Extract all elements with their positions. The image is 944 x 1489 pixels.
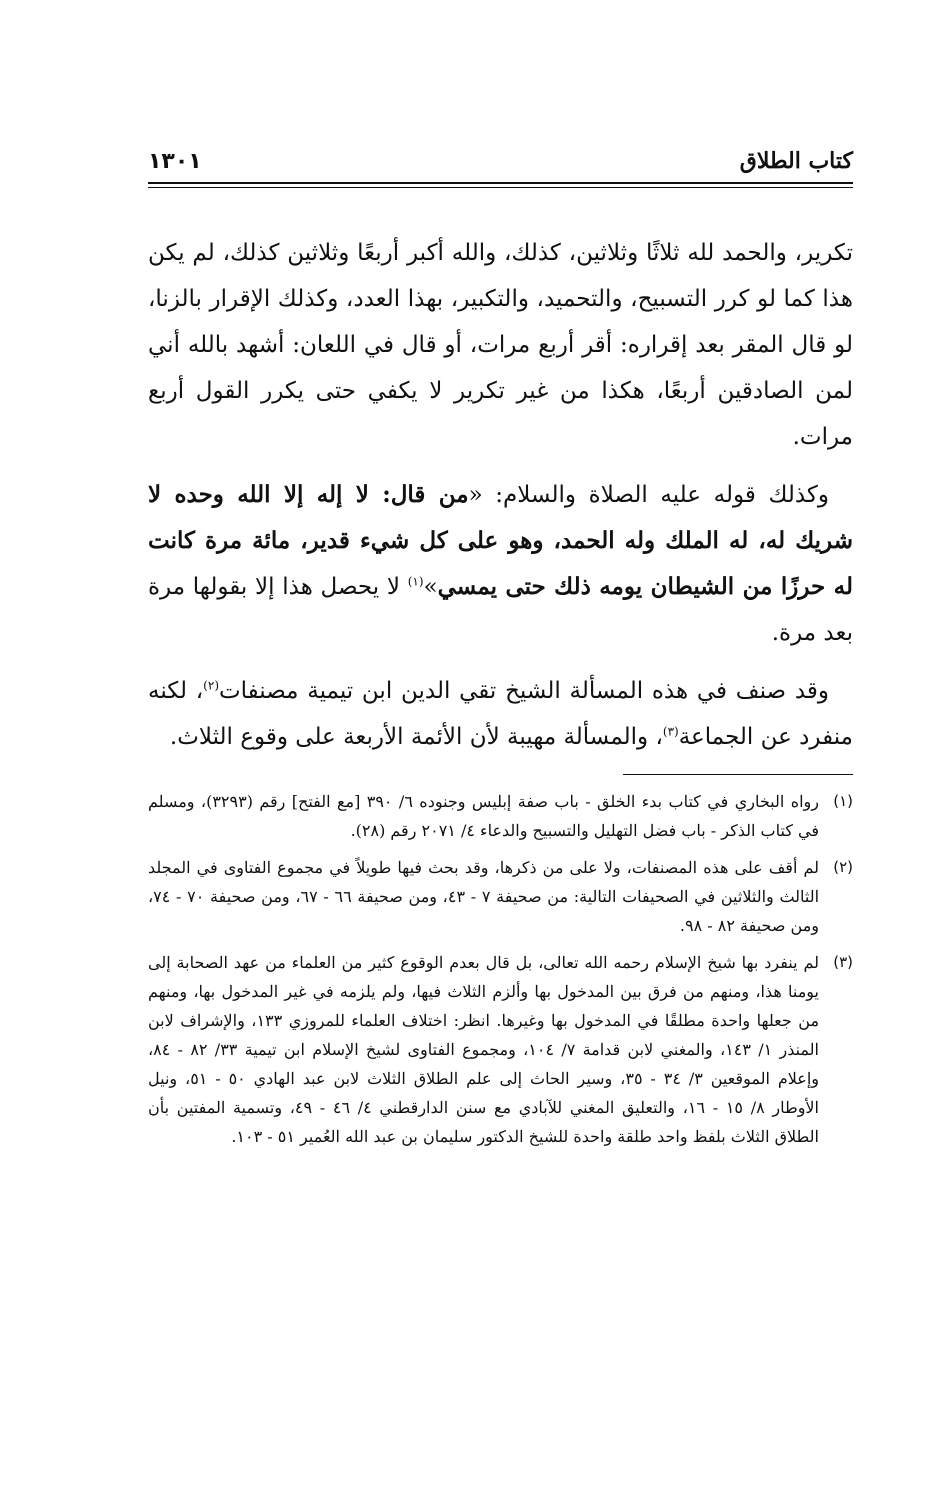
paragraph-3-part-3: ، والمسألة مهيبة لأن الأئمة الأربعة على وقوع الثلاث. [169, 724, 663, 750]
book-page [148, 140, 853, 1159]
footnote-ref-3: (٣) [662, 724, 679, 739]
footnote-text: رواه البخاري في كتاب بدء الخلق - باب صفة إبليس وجنوده ٦/ ٣٩٠ [مع الفتح] رقم (٣٢٩٣)، ومسلم في كتاب الذكر - باب فضل التهليل والتسبيح والدعاء ٤/ ٢٠٧١ رقم (٢٨). [148, 792, 819, 840]
footnote-separator [623, 774, 853, 775]
footnote [148, 787, 853, 845]
paragraph-3 [148, 668, 853, 760]
footnotes [148, 787, 853, 1151]
page-number: ١٣٠١ [148, 149, 202, 174]
footnote-text: لم أقف على هذه المصنفات، ولا على من ذكرها، وقد بحث فيها طويلاً في مجموع الفتاوى في المجلد الثالث والثلاثين في الصحيفات التالية: من صحيفة ٧ - ٤٣، ومن صحيفة ٦٦ - ٦٧، ومن صحيفة ٧٠ - ٧٤، ومن صحيفة ٨٢ - ٩٨. [148, 858, 820, 935]
paragraph-2 [148, 472, 853, 656]
footnote-number: (١) [833, 792, 853, 810]
footnote [148, 853, 853, 940]
footnote-number: (٢) [833, 858, 853, 876]
hadith-quote: من قال: لا إله إلا الله وحده لا شريك له، له الملك وله الحمد، وهو على كل شيء قدير، مائة مرة كانت له حرزًا من الشيطان يومه ذلك حتى يمسي [148, 481, 854, 600]
footnote-ref-2: (٢) [203, 678, 219, 693]
footnote-ref-1: (١) [407, 574, 424, 589]
paragraph-3-part-2: ، لكنه منفرد عن الجماعة [148, 678, 853, 750]
header-rule-thin [148, 187, 853, 188]
footnote-number: (٣) [833, 953, 853, 971]
paragraph-1: تكرير، والحمد لله ثلاثًا وثلاثين، كذلك، والله أكبر أربعًا وثلاثين كذلك، لم يكن هذا كما لو كرر التسبيح، والتحميد، والتكبير، بهذا العدد، وكذلك الإقرار بالزنا، لو قال المقر بعد إقراره: أقر أربع مرات، أو قال في اللعان: أشهد بالله أني لمن الصادقين أربعًا، هكذا من غير تكرير لا يكفي حتى يكرر القول أربع مرات. [148, 240, 853, 450]
running-header [148, 140, 853, 174]
footnote-text: لم ينفرد بها شيخ الإسلام رحمه الله تعالى، بل قال بعدم الوقوع كثير من العلماء من عهد الصحابة إلى يومنا هذا، ومنهم من فرق بين المدخول بها وألزم الثلاث فيها، ولم يلزمه في غير المدخول بها، ومنهم من جعلها واحدة مطلقًا في المدخول بها وغيرها. انظر: اختلاف العلماء للمروزي ١٣٣، والإشراف لابن المنذر ١/ ١٤٣، والمغني لابن قدامة ٧/ ١٠٤، ومجموع الفتاوى لشيخ الإسلام ابن تيمية ٣٣/ ٨٢ - ٨٤، وإعلام الموقعين ٣/ ٣٤ - ٣٥، وسير الحاث إلى علم الطلاق الثلاث لابن عبد الهادي ٥٠ - ٥١، ونيل الأوطار ٨/ ١٥ - ١٦، والتعليق المغني للآبادي مع سنن الدارقطني ٤/ ٤٦ - ٤٩، وتسمية المفتين بأن الطلاق الثلاث بلفظ واحد طلقة واحدة للشيخ الدكتور سليمان بن عبد الله العُمير ٥١ - ١٠٣. [148, 953, 820, 1146]
header-rule [148, 182, 853, 184]
quote-close: » [423, 574, 438, 600]
chapter-title: كتاب الطلاق [739, 148, 853, 174]
main-text [148, 230, 853, 760]
footnote [148, 948, 853, 1151]
paragraph-3-part-1: وقد صنف في هذه المسألة الشيخ تقي الدين ابن تيمية مصنفات [219, 678, 830, 704]
paragraph-2-rest: لا يحصل هذا إلا بقولها مرة بعد مرة. [148, 574, 853, 646]
paragraph-2-intro: وكذلك قوله عليه الصلاة والسلام: « [468, 482, 829, 508]
